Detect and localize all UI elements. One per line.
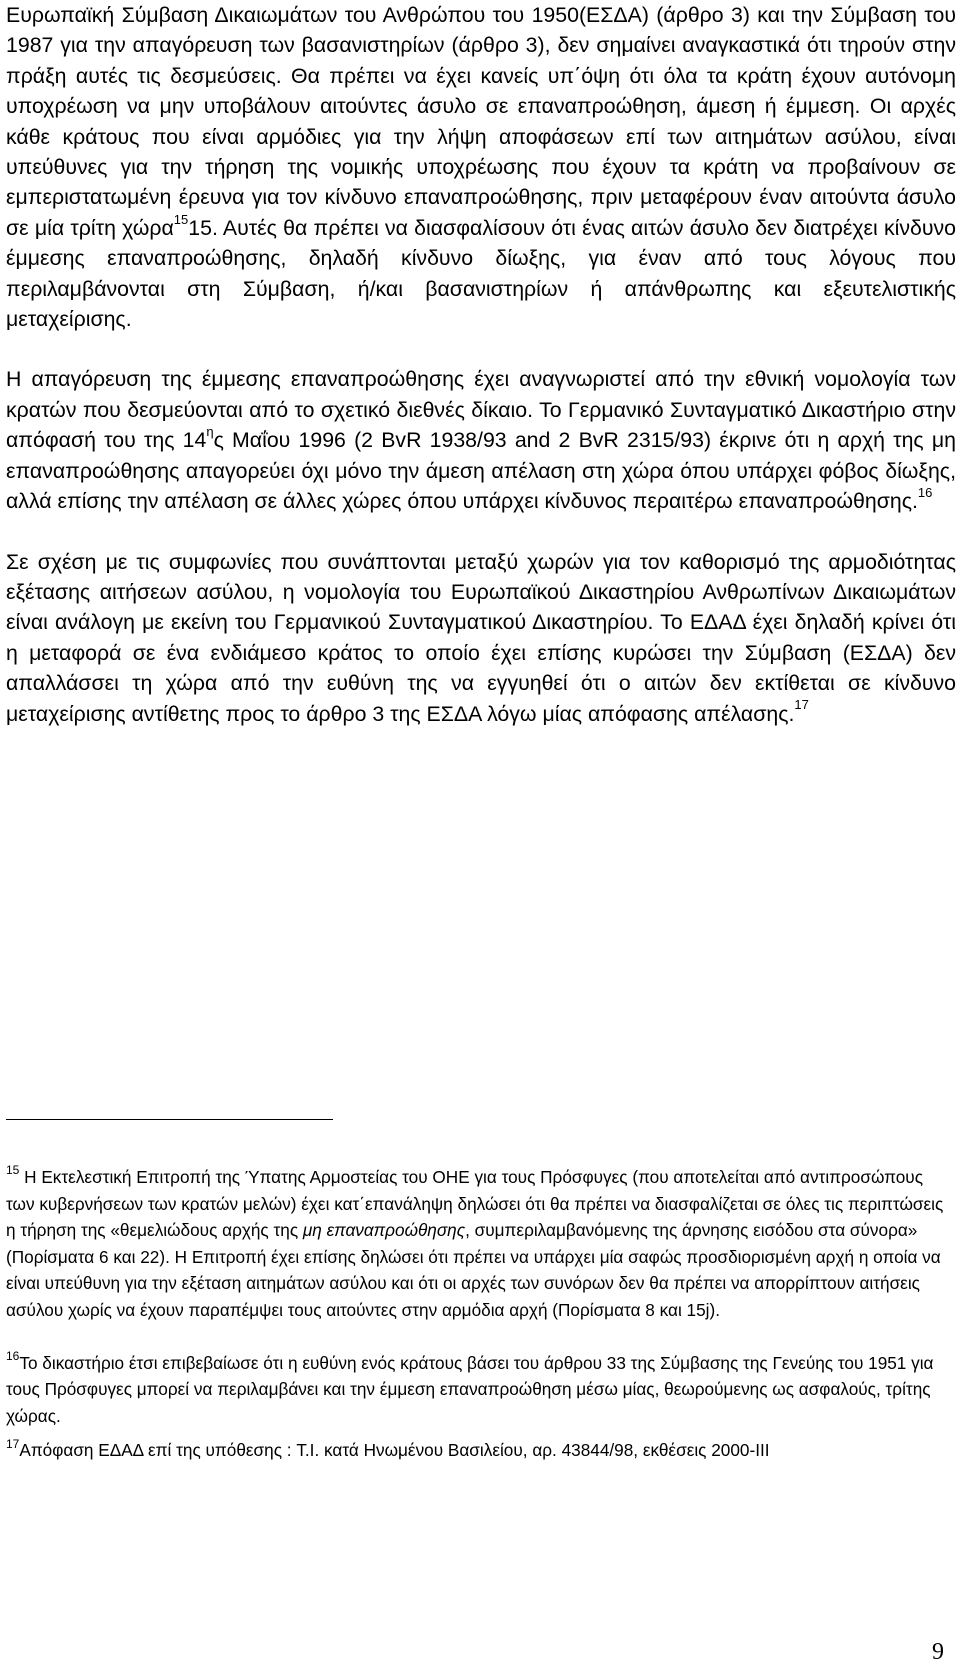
footnote-15-number: 15 <box>6 1163 20 1178</box>
ordinal-superscript: η <box>206 424 214 440</box>
footnote-ref-17[interactable]: 17 <box>794 697 809 713</box>
footnotes <box>6 1164 951 1464</box>
body-text <box>6 0 956 729</box>
paragraph-2: Η απαγόρευση της έμμεσης επαναπροώθησης έχει αναγνωριστεί από την εθνική νομολογία των κρατών που δεσμεύονται από το σχετικό διεθνές δίκαιο. Το Γερμανικό Συνταγματικό Δικαστήριο στην απόφασή του της $14^\eta\varsigma$ Μαΐου 1996 (2 BvR 1938/93 and 2 BvR 2315/93) έκρινε ότι η αρχή της μη επαναπροώθησης απαγορεύει όχι μόνο την άμεση απέλαση στη χώρα όπου υπάρχει φόβος δίωξης, αλλά επίσης την απέλαση σε άλλες χώρες όπου υπάρχει κίνδυνος περαιτέρω επαναπροώθησης.$^{16}$ <box>6 367 956 514</box>
footnote-15: $^{15}$ Η Εκτελεστική Επιτροπή της Ύπατης Αρμοστείας του ΟΗΕ για τους Πρόσφυγες (που αποτελείται από αντιπροσώπους των κυβερνήσεων των κρατών μελών) έχει κατ΄επανάληψη δηλώσει ότι θα πρέπει να διασφαλίζεται σε όλες τις περιπτώσεις η τήρηση της «θεμελιώδους αρχής της μη επαναπροώθησης, συμπεριλαμβανόμενης της άρνησης εισόδου στα σύνορα» (Πορίσματα 6 και 22). Η Επιτροπή έχει επίσης δηλώσει ότι πρέπει να υπάρχει μία σαφώς προσδιορισμένη αρχή η οποία να είναι υπεύθυνη για την εξέταση αιτημάτων ασύλου και ότι οι αρχές των συνόρων δεν θα πρέπει να απορρίπτουν αιτήσεις ασύλου χωρίς να έχουν παραπέμψει τους αιτούντες στην αρμόδια αρχή (Πορίσματα 8 και 15j). <box>6 1163 944 1320</box>
footnote-17: $^{17}$Απόφαση ΕΔΑΔ επί της υπόθεσης : T.I. κατά Ηνωμένου Βασιλείου, αρ. 43844/98, εκθέσεις 2000-III <box>6 1436 770 1461</box>
footnote-17-number: 17 <box>6 1436 20 1451</box>
paragraph-1: Ευρωπαϊκή Σύμβαση Δικαιωμάτων του Ανθρώπου του 1950(ΕΣΔΑ) (άρθρο 3) και την Σύμβαση του 1987 για την απαγόρευση των βασανιστηρίων (άρθρο 3), δεν σημαίνει αναγκαστικά ότι τηρούν στην πράξη αυτές τις δεσμεύσεις. Θα πρέπει να έχει κανείς υπ΄όψη ότι όλα τα κράτη έχουν αυτόνομη υποχρέωση να μην υποβάλουν αιτούντες άσυλο σε επαναπροώθηση, άμεση ή έμμεση. Οι αρχές κάθε κράτους που είναι αρμόδιες για την λήψη αποφάσεων επί των αιτημάτων ασύλου, είναι υπεύθυνες για την τήρηση της νομικής υποχρέωσης που έχουν τα κράτη να προβαίνουν σε εμπεριστατωμένη έρευνα για τον κίνδυνο επαναπροώθησης, πριν μεταφέρουν έναν αιτούντα άσυλο σε μία τρίτη χώρα$^{15}$15. Αυτές θα πρέπει να διασφαλίσουν ότι ένας αιτών άσυλο δεν διατρέχει κίνδυνο έμμεσης επαναπροώθησης, δηλαδή κίνδυνο δίωξης, για έναν από τους λόγους που περιλαμβάνονται στη Σύμβαση, ή/και βασανιστηρίων ή απάνθρωπης και εξευτελιστικής μεταχείρισης. <box>6 3 956 332</box>
footnote-ref-15[interactable]: 15 <box>173 211 189 227</box>
footnote-15-emphasis: μη επαναπροώθησης <box>302 1220 466 1241</box>
page-number: 9 <box>932 1639 944 1665</box>
paragraph-3: Σε σχέση με τις συμφωνίες που συνάπτονται μεταξύ χωρών για τον καθορισμό της αρμοδιότητας εξέτασης αιτήσεων ασύλου, η νομολογία του Ευρωπαϊκού Δικαστηρίου Ανθρωπίνων Δικαιωμάτων είναι ανάλογη με εκείνη του Γερμανικού Συνταγματικού Δικαστηρίου. Το ΕΔΑΔ έχει δηλαδή κρίνει ότι η μεταφορά σε ένα ενδιάμεσο κράτος το οποίο έχει επίσης κυρώσει την Σύμβαση (ΕΣΔΑ) δεν απαλλάσσει τη χώρα από την ευθύνη της να εγγυηθεί ότι ο αιτών δεν εκτίθεται σε κίνδυνο μεταχείρισης αντίθετης προς το άρθρο 3 της ΕΣΔΑ λόγω μίας απόφασης απέλασης.$^{17}$ <box>6 549 956 726</box>
footnote-ref-16[interactable]: 16 <box>917 485 933 500</box>
footnote-separator <box>6 1119 333 1120</box>
footnote-16-number: 16 <box>6 1348 20 1363</box>
footnote-16: $^{16}$Το δικαστήριο έτσι επιβεβαίωσε ότι η ευθύνη ενός κράτους βάσει του άρθρου 33 της Σύμβασης της Γενεύης του 1951 για τους Πρόσφυγες μπορεί να περιλαμβάνει και την έμμεση επαναπροώθηση μέσω μίας, θεωρούμενης ως ασφαλούς, τρίτης χώρας. <box>6 1348 934 1426</box>
